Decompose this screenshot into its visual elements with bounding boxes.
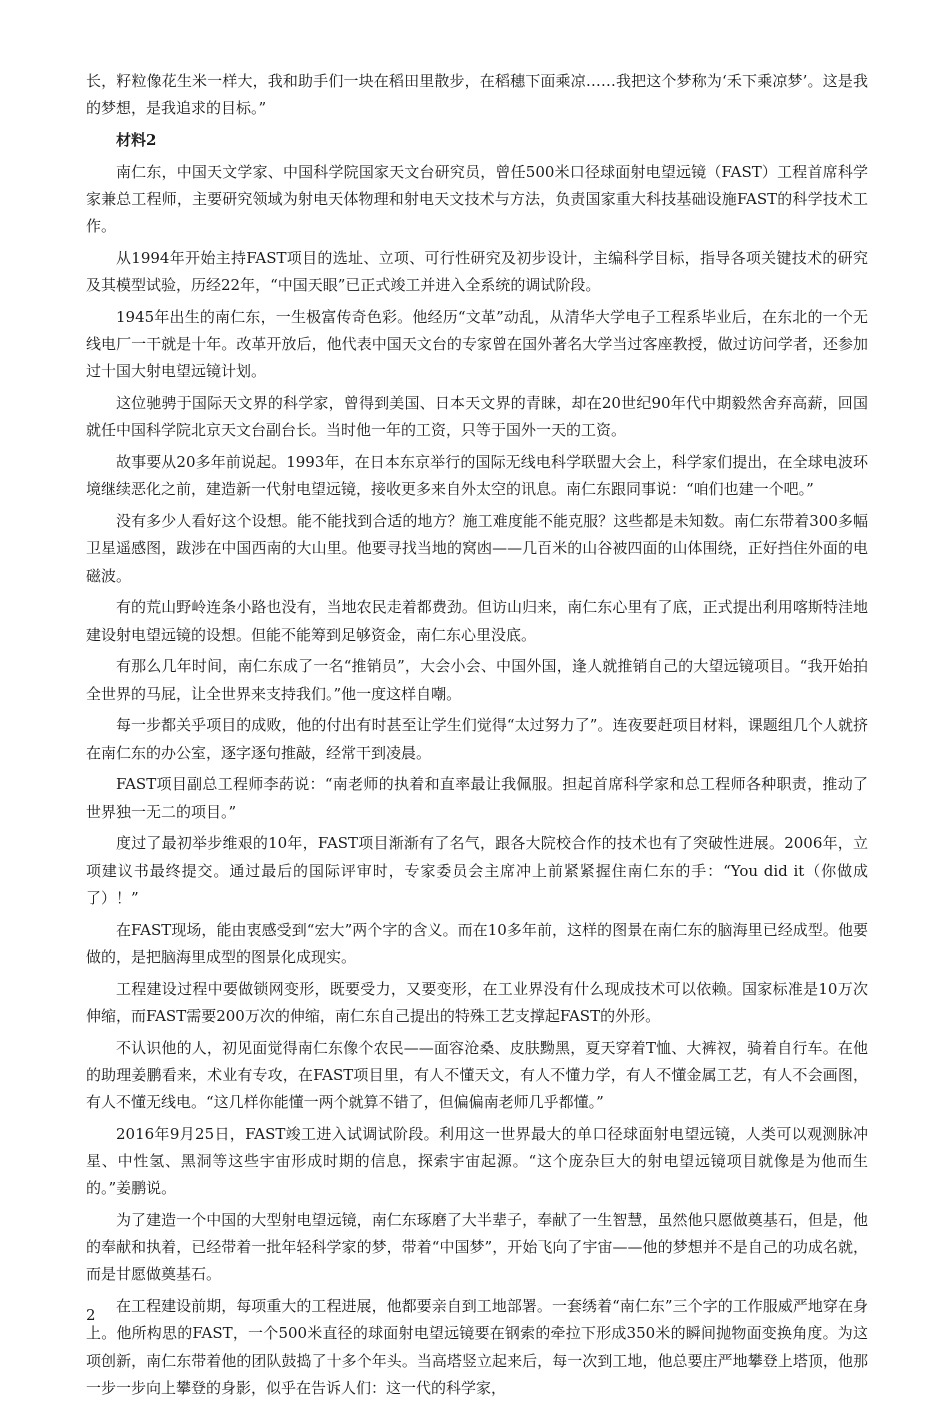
paragraph: 度过了最初举步维艰的10年，FAST项目渐渐有了名气，跟各大院校合作的技术也有了突破性进展。2006年，立项建议书最终提交。通过最后的国际评审时，专家委员会主席冲上前紧紧握住南仁东的手：“You did it（你做成了）！” <box>86 834 868 907</box>
paragraph: 南仁东，中国天文学家、中国科学院国家天文台研究员，曾任500米口径球面射电望远镜（FAST）工程首席科学家兼总工程师，主要研究领域为射电天体物理和射电天文技术与方法，负责国家重大科技基础设施FAST的科学技术工作。 <box>86 162 868 236</box>
paragraph: 在工程建设前期，每项重大的工程进展，他都要亲自到工地部署。一套绣着“南仁东”三个字的工作服威严地穿在身上。他所构思的FAST，一个500米直径的球面射电望远镜要在钢索的牵拉下形成350米的瞬间抛物面变换角度。为这项创新，南仁东带着他的团队鼓捣了十多个年头。当高塔竖立起来后，每一次到工地，他总要庄严地攀登上塔顶，他那一步一步向上攀登的身影，似乎在告诉人们：这一代的科学家， <box>86 1297 868 1397</box>
paragraph: 为了建造一个中国的大型射电望远镜，南仁东琢磨了大半辈子，奉献了一生智慧，虽然他只愿做奠基石，但是，他的奉献和执着，已经带着一批年轻科学家的梦，带着“中国梦”，开始飞向了宇宙——他的梦想并不是自己的功成名就，而是甘愿做奠基石。 <box>86 1211 868 1284</box>
paragraph: 每一步都关乎项目的成败，他的付出有时甚至让学生们觉得“太过努力了”。连夜要赶项目材料，课题组几个人就挤在南仁东的办公室，逐字逐句推敲，经常干到凌晨。 <box>86 716 868 762</box>
paragraph: 长，籽粒像花生米一样大，我和助手们一块在稻田里散步，在稻穗下面乘凉……我把这个梦称为‘禾下乘凉梦’。这是我的梦想，是我追求的目标。” <box>86 72 868 118</box>
paragraph: 这位驰骋于国际天文界的科学家，曾得到美国、日本天文界的青睐，却在20世纪90年代中期毅然舍弃高薪，回国就任中国科学院北京天文台副台长。当时他一年的工资，只等于国外一天的工资。 <box>86 394 868 440</box>
paragraph: 不认识他的人，初见面觉得南仁东像个农民——面容沧桑、皮肤黝黑，夏天穿着T恤、大裤衩，骑着自行车。在他的助理姜鹏看来，术业有专攻，在FAST项目里，有人不懂天文，有人不懂力学，有人不懂金属工艺，有人不会画图，有人不懂无线电。“这几样你能懂一两个就算不错了，但偏偏南老师几乎都懂。” <box>86 1038 868 1112</box>
section-heading: 材料2 <box>116 131 157 149</box>
paragraph: 有的荒山野岭连条小路也没有，当地农民走着都费劲。但访山归来，南仁东心里有了底，正式提出利用喀斯特洼地建设射电望远镜的设想。但能不能筹到足够资金，南仁东心里没底。 <box>86 598 868 644</box>
paragraph: 1945年出生的南仁东，一生极富传奇色彩。他经历“文革”动乱，从清华大学电子工程系毕业后，在东北的一个无线电厂一干就是十年。改革开放后，他代表中国天文台的专家曾在国外著名大学当过客座教授，做过访问学者，还参加过十国大射电望远镜计划。 <box>86 308 868 381</box>
paragraph: 从1994年开始主持FAST项目的选址、立项、可行性研究及初步设计，主编科学目标，指导各项关键技术的研究及其模型试验，历经22年，“中国天眼”已正式竣工并进入全系统的调试阶段。 <box>86 249 868 295</box>
paragraph: 有那么几年时间，南仁东成了一名“推销员”，大会小会、中国外国，逢人就推销自己的大望远镜项目。“我开始拍全世界的马屁，让全世界来支持我们。”他一度这样自嘲。 <box>86 657 868 703</box>
paragraph: 工程建设过程中要做锁网变形，既要受力，又要变形，在工业界没有什么现成技术可以依赖。国家标准是10万次伸缩，而FAST需要200万次的伸缩，南仁东自己提出的特殊工艺支撑起FAST的外形。 <box>86 979 868 1025</box>
paragraph: 没有多少人看好这个设想。能不能找到合适的地方？施工难度能不能克服？这些都是未知数。南仁东带着300多幅卫星遥感图，跋涉在中国西南的大山里。他要寻找当地的窝凼——几百米的山谷被四面的山体围绕，正好挡住外面的电磁波。 <box>86 512 868 585</box>
paragraph: FAST项目副总工程师李菂说：“南老师的执着和直率最让我佩服。担起首席科学家和总工程师各种职责，推动了世界独一无二的项目。” <box>86 775 868 821</box>
paragraph: 故事要从20多年前说起。1993年，在日本东京举行的国际无线电科学联盟大会上，科学家们提出，在全球电波环境继续恶化之前，建造新一代射电望远镜，接收更多来自外太空的讯息。南仁东跟同事说：“咱们也建一个吧。” <box>86 453 868 499</box>
document-body <box>86 68 868 1407</box>
paragraph: 在FAST现场，能由衷感受到“宏大”两个字的含义。而在10多年前，这样的图景在南仁东的脑海里已经成型。他要做的，是把脑海里成型的图景化成现实。 <box>86 920 868 966</box>
page-number: 2 <box>86 1306 96 1324</box>
paragraph: 2016年9月25日，FAST竣工进入试调试阶段。利用这一世界最大的单口径球面射电望远镜，人类可以观测脉冲星、中性氢、黑洞等这些宇宙形成时期的信息，探索宇宙起源。“这个庞杂巨大的射电望远镜项目就像是为他而生的。”姜鹏说。 <box>86 1124 868 1198</box>
